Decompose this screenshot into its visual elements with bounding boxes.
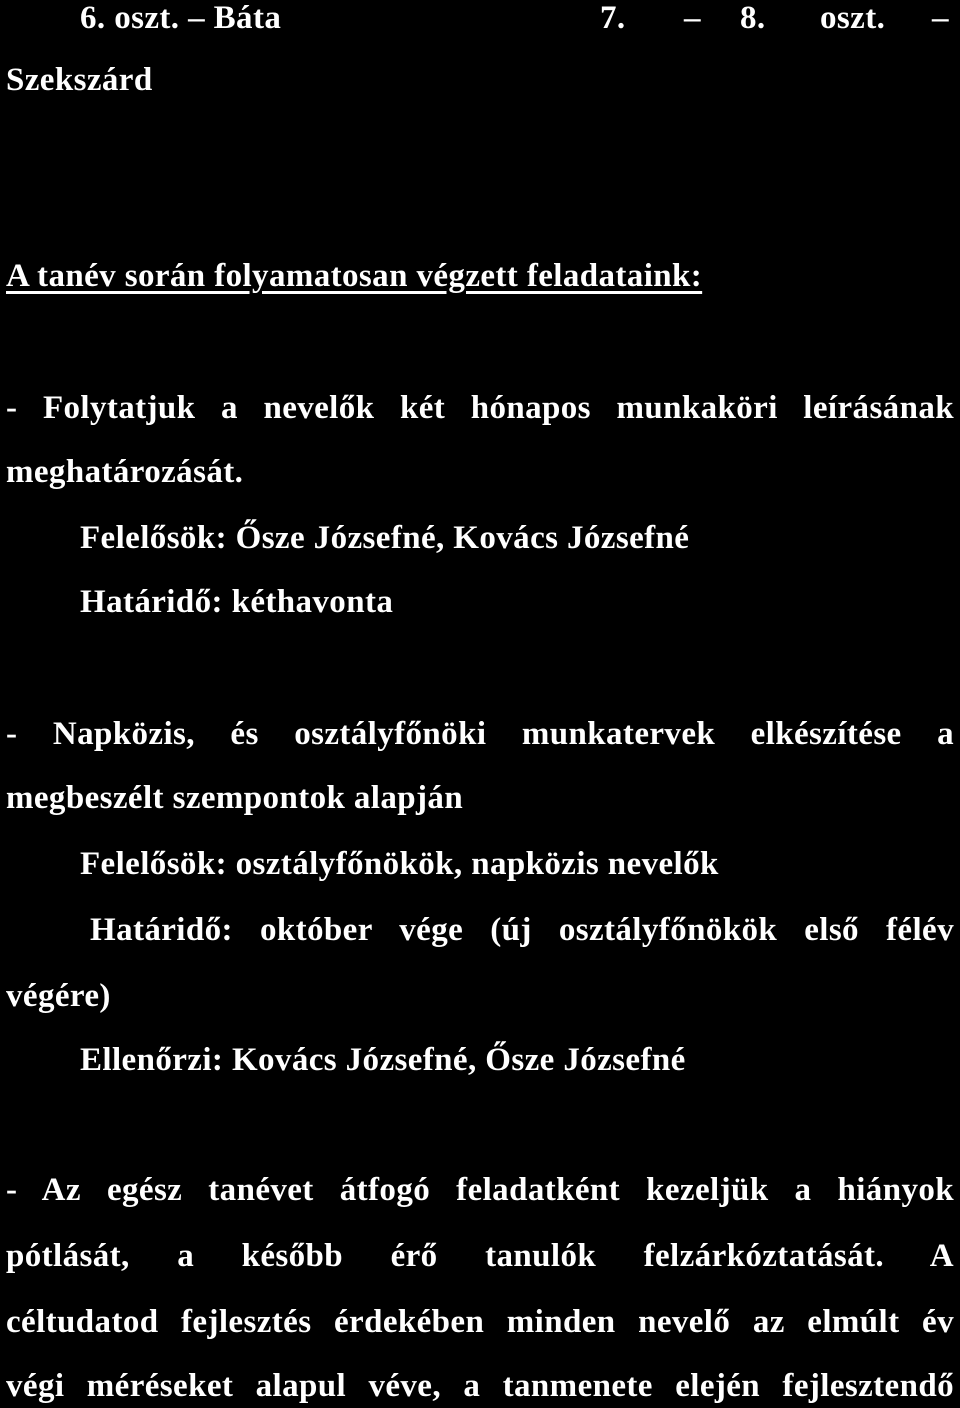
top-row-mid-4: oszt. (820, 0, 886, 36)
item-2-deadline-line-1: Határidő: október vége (új osztályfőnökök első félév (90, 912, 954, 948)
item-3-line-2: pótlását, a később érő tanulók felzárkóztatását. A (6, 1238, 954, 1274)
item-3-line-1: - Az egész tanévet átfogó feladatként kezeljük a hiányok (6, 1172, 954, 1208)
section-heading-text: A tanév során folyamatosan végzett feladataink: (6, 258, 703, 294)
top-row-wrap: Szekszárd (6, 62, 153, 98)
item-3-line-3: céltudatod fejlesztés érdekében minden nevelő az elmúlt év (6, 1304, 954, 1340)
item-3-line-4: végi méréseket alapul véve, a tanmenete elején fejlesztendő (6, 1368, 954, 1404)
top-row-mid-3: 8. (740, 0, 766, 36)
item-1-deadline: Határidő: kéthavonta (80, 584, 394, 620)
item-2-responsible: Felelősök: osztályfőnökök, napközis nevelők (80, 846, 719, 882)
top-row-right: – (932, 0, 949, 36)
top-row-mid-1: 7. (600, 0, 626, 36)
item-2-line-2: megbeszélt szempontok alapján (6, 780, 464, 816)
item-1-line-2: meghatározását. (6, 454, 244, 490)
item-1-line-1: - Folytatjuk a nevelők két hónapos munkaköri leírásának (6, 390, 954, 426)
item-2-checked-by: Ellenőrzi: Kovács Józsefné, Ősze Józsefné (80, 1042, 686, 1078)
section-heading (6, 256, 954, 296)
top-row-left: 6. oszt. – Báta (80, 0, 282, 36)
item-2-deadline-line-2: végére) (6, 978, 111, 1014)
top-row-mid-2: – (684, 0, 701, 36)
item-2-line-1: - Napközis, és osztályfőnöki munkatervek elkészítése a (6, 716, 954, 752)
item-1-responsible: Felelősök: Ősze Józsefné, Kovács Józsefné (80, 520, 690, 556)
